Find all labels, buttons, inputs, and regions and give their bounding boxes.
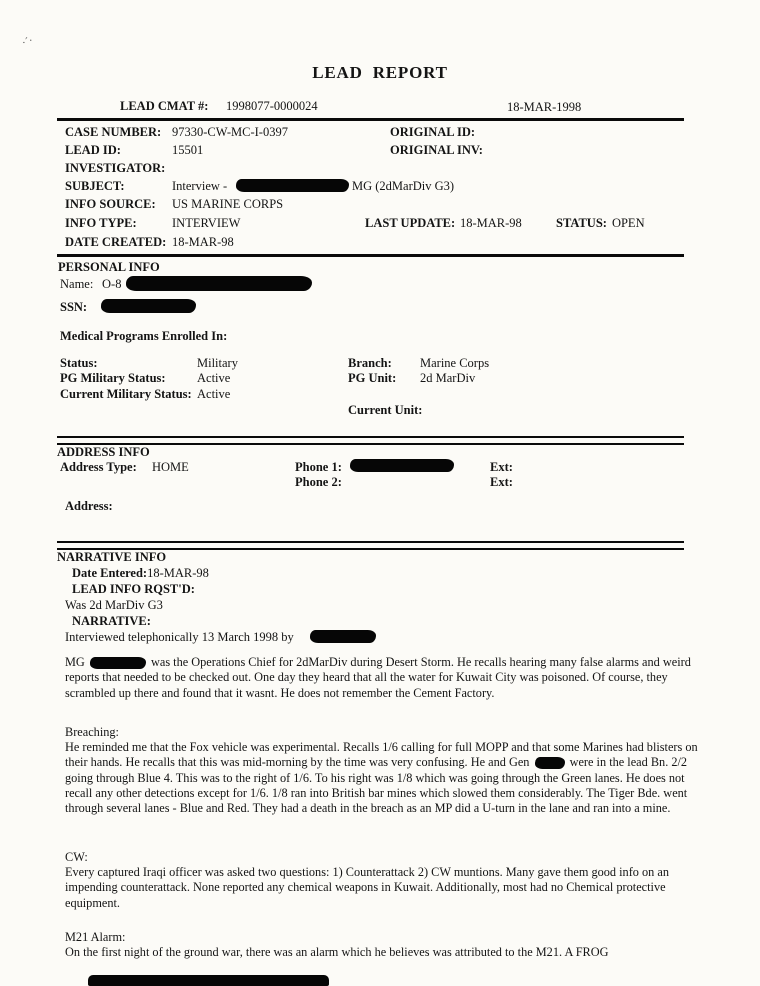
narrative-paragraph: [65, 945, 711, 960]
narrative-text: was the Operations Chief for 2dMarDiv during Desert Storm. He recalls hearing many false alarms and weird reports that needed to be checked out. One day they heard that all the water for Kuwait City was poisoned. Of course, they scrambled up there and found that it wasnt. He does not remember the Cement Factory.: [65, 655, 691, 700]
lead-id-label: LEAD ID:: [65, 143, 121, 157]
breaching-heading: Breaching:: [65, 725, 119, 739]
lead-cmat-label: LEAD CMAT #:: [120, 99, 209, 113]
personal-info-heading: PERSONAL INFO: [58, 260, 160, 274]
subject-label: SUBJECT:: [65, 179, 125, 193]
original-inv-label: ORIGINAL INV:: [390, 143, 483, 157]
section-divider: [57, 541, 684, 543]
date-entered-field: [72, 567, 209, 580]
pg-unit-label: PG Unit:: [348, 371, 397, 385]
original-id-label: ORIGINAL ID:: [390, 125, 476, 139]
phone1-label: Phone 1:: [295, 460, 342, 474]
info-type-label: INFO TYPE:: [65, 216, 137, 230]
last-update-label: LAST UPDATE:: [365, 216, 456, 230]
narrative-text: Every captured Iraqi officer was asked two questions: 1) Counterattack 2) CW muntions. Many gave them good info on an impending counterattack. None reported any chemical weapons in Kuwait. Additionally, most had no Chemical protective equipment.: [65, 865, 669, 910]
date-created-label: DATE CREATED:: [65, 235, 167, 249]
address-label: Address:: [65, 499, 113, 513]
pg-unit-value: 2d MarDiv: [420, 371, 476, 385]
branch-value: Marine Corps: [420, 356, 490, 370]
lead-id-value: 15501: [172, 143, 204, 157]
section-divider: [57, 118, 684, 121]
date-entered-value: 18-MAR-98: [147, 566, 209, 580]
phone2-label: Phone 2:: [295, 475, 342, 489]
name-label: Name:: [60, 277, 94, 291]
redaction-mark: [126, 276, 312, 291]
narrative-info-heading: NARRATIVE INFO: [57, 550, 167, 564]
name-value-prefix: O-8: [102, 277, 122, 291]
status-label: STATUS:: [556, 216, 607, 230]
info-source-value: US MARINE CORPS: [172, 197, 284, 211]
narrative-text: MG: [65, 655, 85, 669]
redaction-mark: [310, 630, 376, 643]
lead-cmat-value: 1998077-0000024: [226, 99, 318, 113]
lead-info-rqstd-label: LEAD INFO RQST'D:: [72, 582, 195, 596]
redaction-mark: [101, 299, 196, 313]
medical-programs-label: Medical Programs Enrolled In:: [60, 329, 228, 343]
ext2-label: Ext:: [490, 475, 513, 489]
cw-heading: CW:: [65, 850, 88, 864]
case-number-label: CASE NUMBER:: [65, 125, 162, 139]
address-info-heading: ADDRESS INFO: [57, 445, 150, 459]
narrative-paragraph: [65, 655, 711, 701]
section-divider: [57, 443, 684, 445]
redaction-mark: [236, 179, 349, 192]
address-type-value: HOME: [152, 460, 189, 474]
section-divider: [57, 254, 684, 257]
report-date: 18-MAR-1998: [507, 100, 582, 114]
scan-artifact: ·´·: [20, 34, 35, 50]
section-divider: [57, 436, 684, 438]
narrative-paragraph: [65, 865, 711, 911]
info-type-value: INTERVIEW: [172, 216, 241, 230]
status-field: [556, 217, 645, 230]
interviewed-by-text: Interviewed telephonically 13 March 1998 by: [65, 630, 294, 644]
narrative-text: were in the lead Bn. 2/2 going through Blue 4. This was to the right of 1/6. To his right was 1/8 which was going through the Green lanes. He does not recall any other detections except for 1/6. 1/8 ran into British bar mines which slowed them considerably. The Tiger Bde. went through several lanes - Blue and Red. They had a death in the breach as an MP did a U-turn in the lane and ran into a mine.: [65, 755, 688, 816]
report-title: LEAD REPORT: [312, 63, 448, 82]
lead-info-rqstd-value: Was 2d MarDiv G3: [65, 598, 163, 612]
ssn-label: SSN:: [60, 300, 88, 314]
redaction-mark: [90, 657, 146, 669]
status-value: OPEN: [611, 216, 645, 230]
narrative-label: NARRATIVE:: [72, 614, 151, 628]
subject-value-prefix: Interview -: [172, 179, 228, 193]
current-unit-label: Current Unit:: [348, 403, 423, 417]
narrative-text: He reminded me that the Fox vehicle was experimental. Recalls 1/6 calling for full MOPP and that some Marines had blisters on their hands. He recalls that this was mid-morning by the time was very confusing. He and Gen: [65, 740, 698, 770]
pg-military-status-label: PG Military Status:: [60, 371, 166, 385]
status-label: Status:: [60, 356, 98, 370]
case-number-value: 97330-CW-MC-I-0397: [172, 125, 288, 139]
status-value: Military: [197, 356, 238, 370]
narrative-text: On the first night of the ground war, there was an alarm which he believes was attributed to the M21. A FROG: [65, 945, 609, 959]
branch-label: Branch:: [348, 356, 392, 370]
address-type-label: Address Type:: [60, 460, 137, 474]
redaction-mark: [535, 757, 565, 769]
info-source-label: INFO SOURCE:: [65, 197, 156, 211]
last-update-value: 18-MAR-98: [460, 216, 522, 230]
current-military-status-value: Active: [197, 387, 231, 401]
date-created-value: 18-MAR-98: [172, 235, 234, 249]
redaction-mark: [88, 975, 329, 986]
investigator-label: INVESTIGATOR:: [65, 161, 166, 175]
date-entered-label: Date Entered:: [72, 566, 148, 580]
ext1-label: Ext:: [490, 460, 513, 474]
narrative-paragraph: [65, 740, 711, 816]
redaction-mark: [350, 459, 454, 472]
subject-value-suffix: MG (2dMarDiv G3): [352, 179, 455, 193]
pg-military-status-value: Active: [197, 371, 231, 385]
m21-heading: M21 Alarm:: [65, 930, 126, 944]
current-military-status-label: Current Military Status:: [60, 387, 192, 401]
